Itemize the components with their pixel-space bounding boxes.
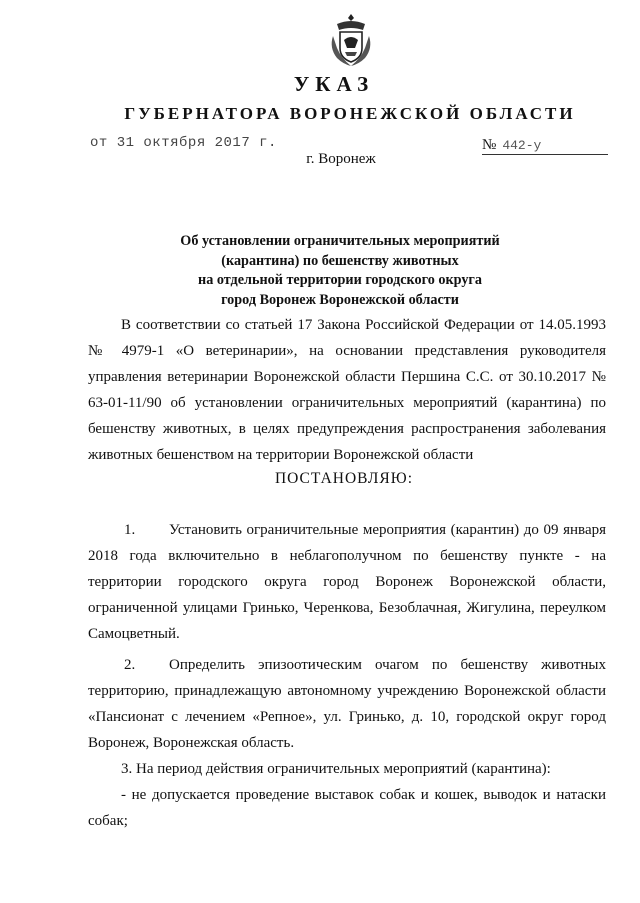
item-2-text: Определить эпизоотическим очагом по бешенству животных территорию, принадлежащую автономному учреждению Воронежской области «Пансионат с лечением «Репное», ул. Гринько, д. 10, городской округ город Воронеж, Воронежская область. — [88, 657, 606, 751]
item-1-number: 1. — [124, 522, 136, 538]
document-date: от 31 октября 2017 г. — [90, 135, 277, 151]
subject-line: (карантина) по бешенству животных — [221, 252, 459, 269]
subject-line: на отдельной территории городского округа — [198, 272, 482, 288]
document-title: УКАЗ — [293, 72, 375, 96]
item-1 — [88, 517, 606, 647]
item-3-subitem: - не допускается проведение выставок собак и кошек, выводок и натаски собак; — [88, 787, 606, 829]
subject-line: Об установлении ограничительных мероприятий — [180, 233, 500, 249]
document-city: г. Воронеж — [306, 151, 376, 167]
item-2-number: 2. — [124, 657, 136, 673]
item-2 — [88, 652, 606, 756]
document-subtitle: ГУБЕРНАТОРА ВОРОНЕЖСКОЙ ОБЛАСТИ — [124, 104, 576, 123]
number-label: № — [482, 137, 497, 153]
decree-heading: ПОСТАНОВЛЯЮ: — [274, 470, 414, 487]
number-value: 442-у — [502, 138, 542, 153]
item-3: 3. На период действия ограничительных мероприятий (карантина): — [121, 761, 551, 777]
document-subject — [130, 232, 550, 310]
item-1-text: Установить ограничительные мероприятия (карантин) до 09 января 2018 года включительно в неблагополучном по бешенству пункте - на территории городского округа город Воронеж Воронежской области, ограниченной улицами Гринько, Черенкова, Безоблачная, Жигулина, переулком Самоцветный. — [88, 522, 606, 642]
coat-of-arms-icon — [325, 10, 377, 70]
subject-line: город Воронеж Воронежской области — [221, 291, 459, 308]
preamble-paragraph: В соответствии со статьей 17 Закона Российской Федерации от 14.05.1993 № 4979-1 «О ветеринарии», на основании представления руководителя управления ветеринарии Воронежской области Першина С.С. от 30.10.2017 № 63-01-11/90 об установлении ограничительных мероприятий (карантина) по бешенству животных, в целях предупреждения распространения заболевания животных бешенством на территории Воронежской области — [88, 317, 606, 463]
